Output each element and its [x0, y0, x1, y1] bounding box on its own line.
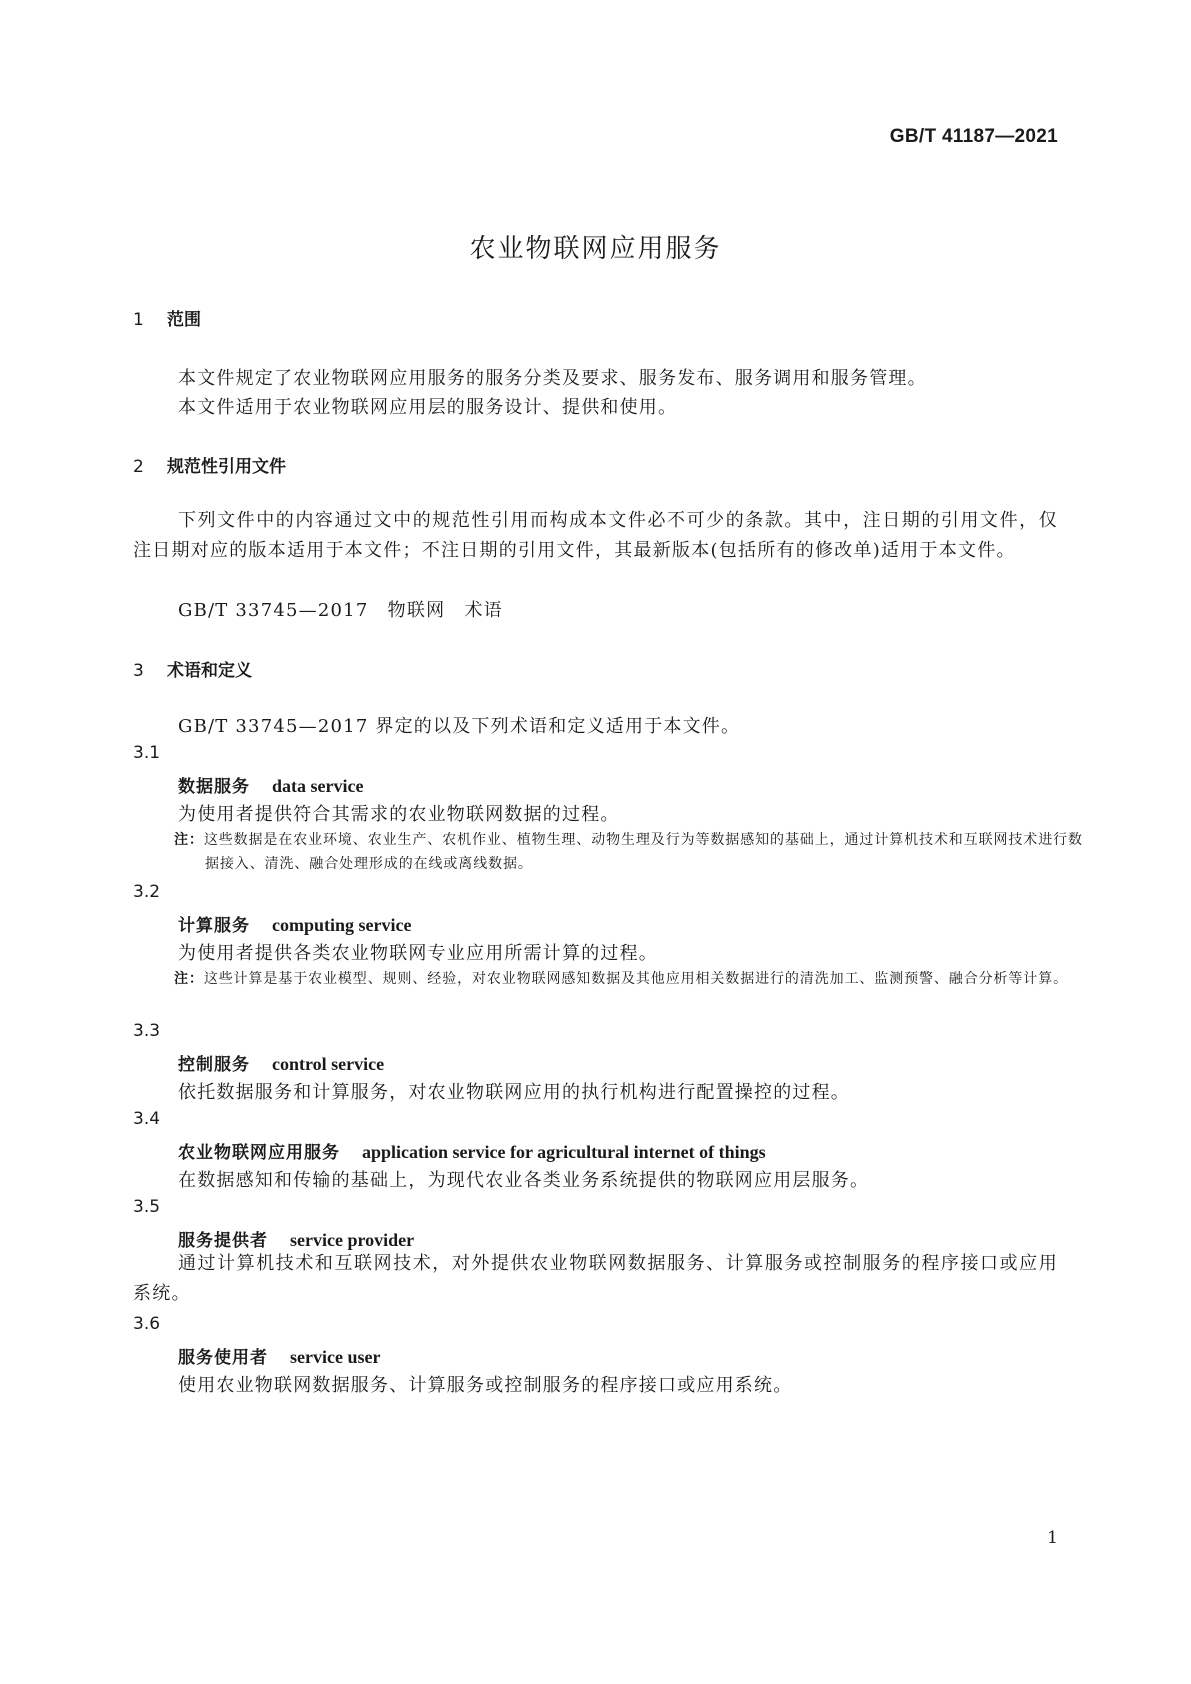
- term-en: computing service: [272, 915, 412, 935]
- page-number: 1: [1047, 1528, 1058, 1548]
- note-text: 这些数据是在农业环境、农业生产、农机作业、植物生理、动物生理及行为等数据感知的基础上，通过计算机技术和互联网技术进行数据接入、清洗、融合处理形成的在线或离线数据。: [203, 832, 1083, 872]
- term-number: 3.2: [133, 882, 161, 902]
- term-note: [174, 967, 1089, 991]
- term-en: application service for agricultural internet of things: [362, 1142, 766, 1162]
- term-en: data service: [272, 776, 364, 796]
- term-zh: 农业物联网应用服务: [178, 1143, 340, 1163]
- section-number: 2: [133, 457, 144, 477]
- term-definition: 依托数据服务和计算服务，对农业物联网应用的执行机构进行配置操控的过程。: [178, 1082, 850, 1103]
- section-number: 3: [133, 661, 144, 681]
- standard-number: GB/T 41187—2021: [889, 126, 1058, 147]
- section-heading-scope: [133, 305, 201, 330]
- note-label: 注：: [174, 971, 204, 987]
- term-zh: 服务提供者: [178, 1231, 268, 1251]
- term-heading: [178, 911, 411, 936]
- terms-intro: GB/T 33745—2017 界定的以及下列术语和定义适用于本文件。: [178, 716, 741, 737]
- term-number: 3.4: [133, 1109, 161, 1129]
- term-heading: [178, 1050, 384, 1075]
- term-heading: [178, 772, 363, 797]
- term-number: 3.1: [133, 743, 161, 763]
- term-note: [174, 828, 1089, 876]
- term-number: 3.6: [133, 1314, 161, 1334]
- term-zh: 控制服务: [178, 1055, 250, 1075]
- scope-paragraph-1: 本文件规定了农业物联网应用服务的服务分类及要求、服务发布、服务调用和服务管理。: [178, 368, 927, 389]
- term-definition: 为使用者提供各类农业物联网专业应用所需计算的过程。: [178, 943, 658, 964]
- note-label: 注：: [174, 832, 204, 848]
- reference-entry: GB/T 33745—2017 物联网 术语: [178, 600, 503, 621]
- section-title: 范围: [167, 310, 201, 330]
- section-number: 1: [133, 310, 144, 330]
- note-text: 这些计算是基于农业模型、规则、经验，对农业物联网感知数据及其他应用相关数据进行的清洗加工、监测预警、融合分析等计算。: [203, 971, 1069, 987]
- section-title: 规范性引用文件: [167, 457, 286, 477]
- section-title: 术语和定义: [167, 661, 252, 681]
- term-zh: 计算服务: [178, 916, 250, 936]
- section-heading-terms: [133, 656, 252, 681]
- term-number: 3.5: [133, 1197, 161, 1217]
- term-definition: 使用农业物联网数据服务、计算服务或控制服务的程序接口或应用系统。: [178, 1375, 793, 1396]
- term-heading: [178, 1138, 766, 1163]
- term-heading: [178, 1343, 380, 1368]
- term-en: control service: [272, 1054, 385, 1074]
- scope-paragraph-2: 本文件适用于农业物联网应用层的服务设计、提供和使用。: [178, 397, 678, 418]
- term-zh: 数据服务: [178, 777, 250, 797]
- section-heading-normative-references: [133, 452, 286, 477]
- term-en: service provider: [290, 1230, 415, 1250]
- term-heading: [178, 1226, 414, 1251]
- term-zh: 服务使用者: [178, 1348, 268, 1368]
- term-definition: 在数据感知和传输的基础上，为现代农业各类业务系统提供的物联网应用层服务。: [178, 1170, 870, 1191]
- page-title: 农业物联网应用服务: [469, 234, 722, 264]
- term-definition: 通过计算机技术和互联网技术，对外提供农业物联网数据服务、计算服务或控制服务的程序接口或应用系统。: [133, 1253, 1058, 1304]
- term-number: 3.3: [133, 1021, 161, 1041]
- references-paragraph: 下列文件中的内容通过文中的规范性引用而构成本文件必不可少的条款。其中，注日期的引用文件，仅注日期对应的版本适用于本文件；不注日期的引用文件，其最新版本(包括所有的修改单)适用于本文件。: [133, 510, 1058, 561]
- term-definition: 为使用者提供符合其需求的农业物联网数据的过程。: [178, 804, 620, 825]
- term-en: service user: [290, 1347, 381, 1367]
